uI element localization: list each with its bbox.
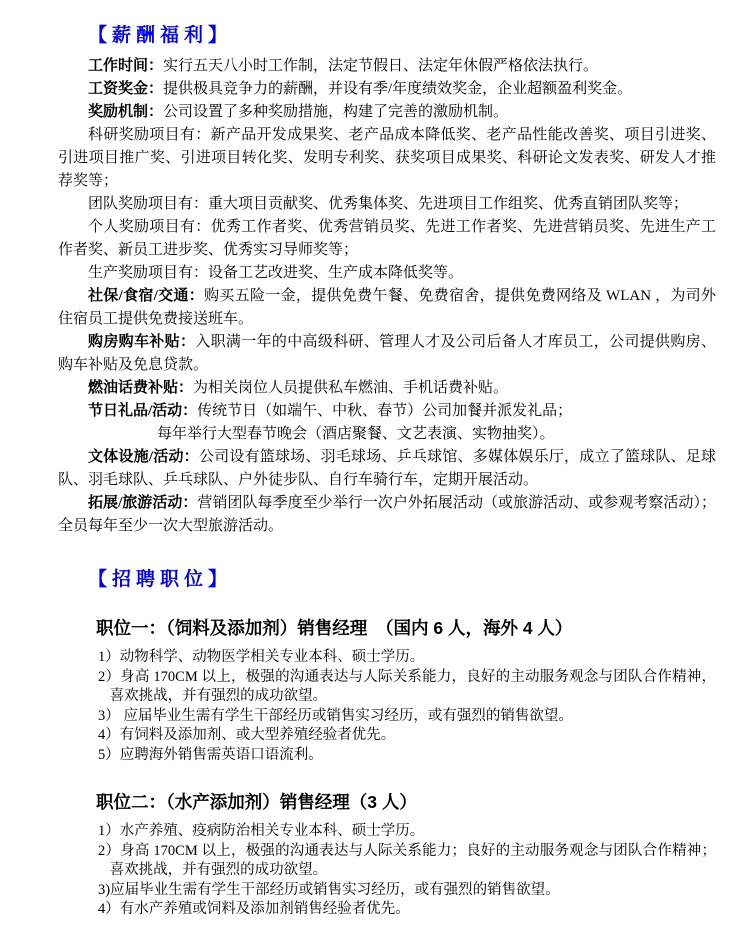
paragraph-holiday-gifts (58, 400, 716, 423)
paragraph-label: 文体设施/活动： (88, 449, 199, 465)
paragraph-holiday-gifts-line2: 每年举行大型春节晚会（酒店聚餐、文艺表演、实物抽奖）。 (157, 426, 555, 442)
paragraph-text: 公司设有篮球场、羽毛球场、乒乓球馆、多媒体娱乐厅，成立了篮球队、足球队、羽毛球队、乒乓球队、户外徒步队、自行车骑行车，定期开展活动。 (58, 449, 716, 488)
paragraph-incentive-mechanism (58, 101, 716, 124)
paragraph-salary-bonus (58, 78, 716, 101)
job2-requirements (98, 822, 716, 920)
paragraph-label: 社保/食宿/交通： (88, 288, 205, 304)
paragraph-label: 拓展/旅游活动： (88, 495, 198, 511)
paragraph-label: 奖励机制： (88, 104, 164, 120)
job2-requirement-1: 1）水产养殖、疫病防治相关专业本科、硕士学历。 (98, 823, 425, 839)
job2-heading: 职位二：（水产添加剂）销售经理（3 人） (96, 792, 417, 812)
paragraph-individual-awards (58, 216, 716, 262)
paragraph-text: 生产奖励项目有：设备工艺改进奖、生产成本降低奖等。 (88, 265, 464, 281)
paragraph-label: 购房购车补贴： (88, 334, 196, 350)
paragraph-outdoor-travel (58, 492, 716, 538)
job2-requirement-3: 3)应届毕业生需有学生干部经历或销售实习经历，或有强烈的销售欲望。 (98, 881, 560, 898)
benefits-section (58, 55, 716, 538)
job1-requirement-4: 4）有饲料及添加剂、或大型养殖经验者优先。 (98, 727, 396, 743)
job1-requirement-2: 2）身高 170CM 以上，极强的沟通表达与人际关系能力，良好的主动服务观念与团队合作精神，喜欢挑战，并有强烈的成功欲望。 (98, 668, 716, 704)
paragraph-label: 燃油话费补贴： (88, 380, 194, 396)
paragraph-label: 工资奖金： (88, 81, 164, 97)
paragraph-house-car-subsidy (58, 331, 716, 377)
paragraph-text: 传统节日（如端午、中秋、春节）公司加餐并派发礼品； (197, 403, 573, 419)
paragraph-research-awards (58, 124, 716, 193)
job-section-1 (58, 615, 716, 765)
paragraph-label: 节日礼品/活动： (88, 403, 198, 419)
job1-requirement-5: 5）应聘海外销售需英语口语流利。 (98, 746, 323, 763)
job2-requirement-4: 4）有水产养殖或饲料及添加剂销售经验者优先。 (98, 901, 410, 917)
paragraph-team-awards (58, 193, 716, 216)
paragraph-text: 提供极具竞争力的薪酬，并设有季/年度绩效奖金，企业超额盈利奖金。 (163, 81, 633, 97)
job1-requirement-1: 1）动物科学、动物医学相关专业本科、硕士学历。 (98, 649, 425, 665)
paragraph-text: 入职满一年的中高级科研、管理人才及公司后备人才库员工，公司提供购房、购车补贴及免息贷款。 (58, 334, 716, 373)
paragraph-text: 实行五天八小时工作制，法定节假日、法定年休假严格依法执行。 (163, 58, 599, 74)
paragraph-label: 工作时间： (88, 58, 164, 74)
paragraph-sports-facilities (58, 446, 716, 492)
job2-requirement-2: 2）身高 170CM 以上，极强的沟通表达与人际关系能力；良好的主动服务观念与团队合作精神；喜欢挑战，并有强烈的成功欲望。 (98, 842, 716, 878)
paragraph-work-hours (58, 55, 716, 78)
job1-requirement-3: 3） 应届毕业生需有学生干部经历或销售实习经历，或有强烈的销售欲望。 (98, 707, 573, 724)
section-title-recruit: 【招聘职位】 (88, 569, 233, 590)
paragraph-text: 个人奖励项目有：优秀工作者奖、优秀营销员奖、先进工作者奖、先进营销员奖、先进生产工作者奖、新员工进步奖、优秀实习导师奖等； (58, 219, 716, 258)
paragraph-insurance-board-transport (58, 285, 716, 331)
paragraph-text: 购买五险一金，提供免费午餐、免费宿舍，提供免费网络及 WLAN ，为司外住宿员工提供免费接送班车。 (58, 288, 716, 327)
paragraph-text: 公司设置了多种奖励措施，构建了完善的激励机制。 (163, 104, 509, 120)
paragraph-production-awards (58, 262, 716, 285)
paragraph-text: 为相关岗位人员提供私车燃油、手机话费补贴。 (193, 380, 509, 396)
job1-requirements (98, 648, 716, 765)
paragraph-text: 科研奖励项目有：新产品开发成果奖、老产品成本降低奖、老产品性能改善奖、项目引进奖、引进项目推广奖、引进项目转化奖、发明专利奖、获奖项目成果奖、科研论文发表奖、研发人才推荐奖等； (58, 127, 716, 189)
paragraph-text: 团队奖励项目有：重大项目贡献奖、优秀集体奖、先进项目工作组奖、优秀直销团队奖等； (88, 196, 689, 212)
paragraph-fuel-phone-subsidy (58, 377, 716, 400)
job-section-2 (58, 789, 716, 920)
section-title-benefits: 【薪酬福利】 (88, 25, 233, 46)
paragraph-text: 营销团队每季度至少举行一次户外拓展活动（或旅游活动、或参观考察活动）；全员每年至少一次大型旅游活动。 (58, 495, 716, 534)
job1-heading: 职位一：（饲料及添加剂）销售经理 （国内 6 人，海外 4 人） (96, 618, 573, 638)
